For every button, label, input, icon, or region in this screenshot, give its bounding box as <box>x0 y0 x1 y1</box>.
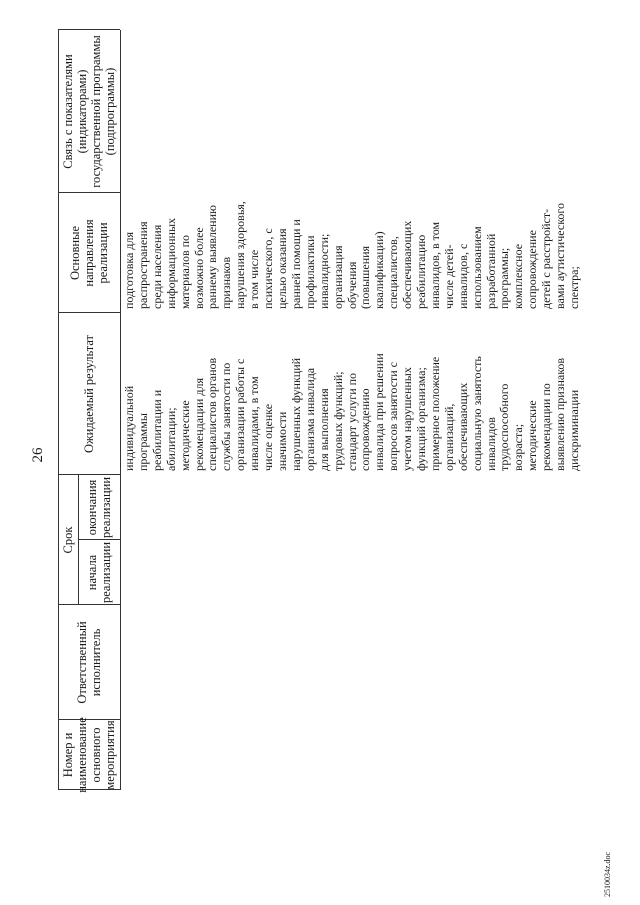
header-indicators: Связь с показателями (индикаторами) государственной программы (подпрограммы) <box>61 35 117 188</box>
header-executor: Ответственный исполнитель <box>75 621 103 704</box>
header-term-end: окончания реализации <box>85 476 113 539</box>
header-expected-result: Ожидаемый результат <box>82 334 96 454</box>
directions-text: подготовка для распространения среди населения информационных материалов по возможно более раннему выявлению признаков нарушения здоровья, в том числе психического, с целью оказания ранней помощи и профилактики инвалидности; организация обучения (повышения квалификации) специалистов, обеспечивающих реабилитацию инвалидов, в том числе детей- инвалидов, с использованием разработанной программы; комплексное сопровождение детей с расстройст- вами аутистического спектра; <box>122 201 581 309</box>
page-number: 26 <box>30 447 46 463</box>
header-term-start: начала реализации <box>85 541 113 604</box>
header-measure-name: Номер и наименование основного мероприятия <box>61 717 117 793</box>
header-bottom-border <box>120 30 121 790</box>
header-directions: Основные направления реализации <box>68 219 110 287</box>
header-term: Срок <box>61 526 75 554</box>
expected-result-text: индивидуальной программы реабилитации и абилитации; методические рекомендации для специалистов органов службы занятости по организации работы с инвалидами, в том числе оценке значимости нарушенных функций организма инвалида для выполнения трудовых функций; стандарт услуги по сопровождению инвалида при решении вопросов занятости с учетом нарушенных функций организма; примерное положение организаций, обеспечивающих социальную занятость инвалидов трудоспособного возраста; методические рекомендации по выявлению признаков дискриминации <box>122 353 581 471</box>
footer-code: 2510034z.doc <box>603 851 612 897</box>
